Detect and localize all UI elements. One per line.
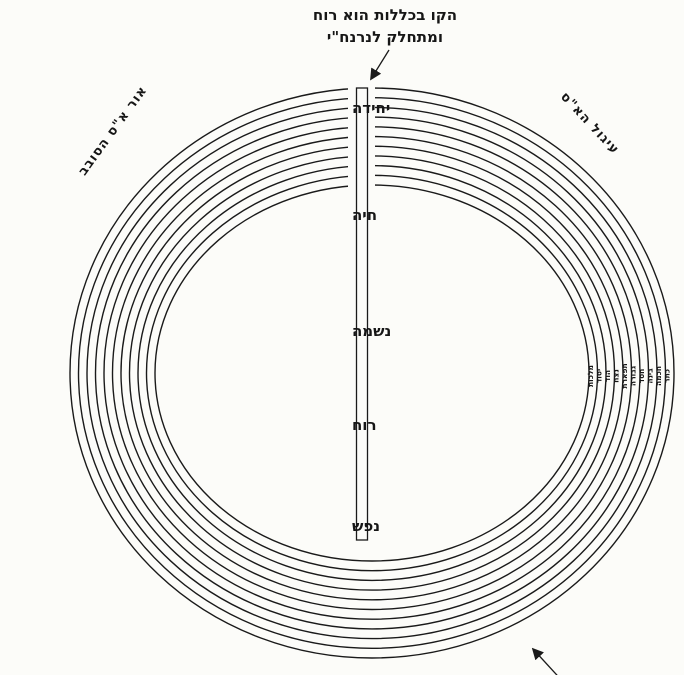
- ring-label-chesed: חסד: [637, 368, 646, 384]
- kav-label-chayah: חיה: [352, 206, 378, 224]
- kav-label-nefesh: נפש: [352, 517, 381, 535]
- ring-label-binah: בינה: [645, 368, 655, 384]
- ring-malchut: [155, 185, 589, 561]
- arrow-up-left-icon: [533, 649, 577, 675]
- ring-keter: [79, 98, 666, 649]
- kav-label-ruach: רוח: [352, 416, 377, 434]
- ring-label-hod: הוד: [603, 369, 612, 383]
- kav-line: [357, 88, 368, 540]
- ring-label-malchut: מלכות: [586, 365, 595, 387]
- ring-chesed: [104, 127, 640, 619]
- kav-label-yechidah: יחידה: [352, 99, 391, 117]
- kav-label-neshamah: נשמה: [352, 322, 392, 340]
- arc-label-left: אור א"ס הסובב: [75, 83, 151, 179]
- ring-chochmah: [87, 107, 657, 638]
- top-note-line2: ומתחלק לנרנח"י: [326, 28, 444, 46]
- ring-label-netzach: נצח: [611, 369, 621, 383]
- concentric-rings: [70, 88, 674, 658]
- ring-ein-sof: [70, 88, 674, 658]
- ring-binah: [96, 117, 649, 629]
- ring-yesod: [147, 175, 598, 570]
- ring-label-gevurah: גבורה: [628, 365, 638, 387]
- arrow-down-left-icon: [371, 50, 389, 79]
- arc-label-right: עיגול הא"ס: [557, 89, 623, 158]
- ring-label-chochmah: חכמה: [654, 366, 663, 386]
- ring-label-tiferet: תפארת: [620, 363, 629, 389]
- ring-label-yesod: יסוד: [594, 368, 604, 384]
- ring-label-keter: כתר: [662, 369, 672, 383]
- top-note-line1: הקו בכללות הוא רוח: [312, 6, 458, 24]
